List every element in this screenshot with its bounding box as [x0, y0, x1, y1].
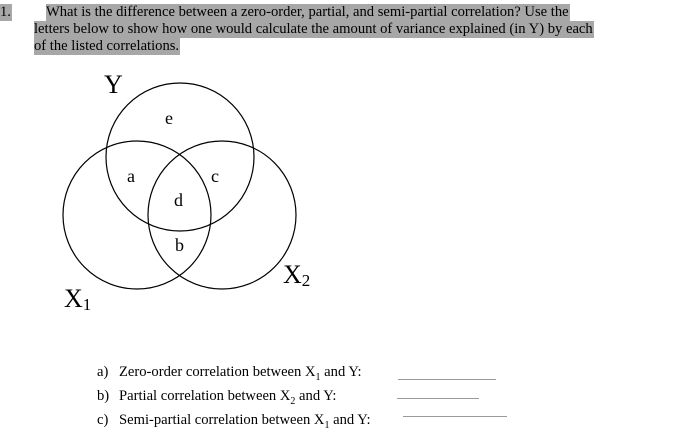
item-text-after: and Y:	[295, 388, 337, 405]
item-text-before: Semi-partial correlation between X	[119, 412, 325, 429]
question-line-3	[0, 38, 650, 55]
circle-y	[106, 83, 254, 231]
item-letter: b)	[97, 388, 110, 405]
circle-x2	[148, 141, 296, 289]
answer-item-c	[97, 411, 371, 435]
question-line-2	[0, 21, 650, 38]
region-d: d	[174, 190, 183, 210]
label-x1	[64, 284, 91, 314]
label-x1-sub: 1	[82, 295, 92, 314]
item-text-before: Zero-order correlation between X	[119, 364, 316, 380]
question-number: 1.	[0, 4, 11, 20]
label-x2-base: X	[283, 260, 302, 289]
region-e: e	[165, 108, 173, 128]
answer-item-b	[97, 387, 371, 411]
region-a: a	[127, 166, 135, 186]
item-subscript: 1	[324, 420, 330, 432]
answer-blank-a[interactable]	[398, 379, 496, 380]
question-line-3-text: of the listed correlations.	[34, 38, 180, 54]
item-letter: a)	[97, 364, 109, 380]
item-subscript: 1	[315, 371, 321, 383]
question-text	[0, 4, 650, 55]
item-text-after: and Y:	[320, 364, 362, 380]
answer-blank-c[interactable]	[403, 416, 507, 417]
question-line-2-text: letters below to show how one would calculate the amount of variance explained (in Y) by each	[34, 21, 593, 37]
circle-x1	[63, 141, 211, 289]
label-y: Y	[104, 70, 123, 99]
item-letter: c)	[97, 412, 109, 429]
answer-item-a	[97, 363, 371, 387]
answer-list	[97, 363, 371, 435]
label-x2	[283, 260, 310, 290]
label-x2-sub: 2	[301, 271, 311, 290]
answer-blank-b[interactable]	[397, 398, 479, 399]
question-line-1	[0, 4, 650, 21]
question-line-1-text: What is the difference between a zero-order, partial, and semi-partial correlation? Use the	[45, 4, 569, 20]
item-subscript: 2	[290, 396, 296, 408]
item-text-before: Partial correlation between X	[119, 388, 291, 405]
item-text-after: and Y:	[329, 412, 371, 429]
label-x1-base: X	[64, 284, 83, 313]
region-c: c	[211, 166, 219, 186]
region-b: b	[175, 235, 184, 255]
